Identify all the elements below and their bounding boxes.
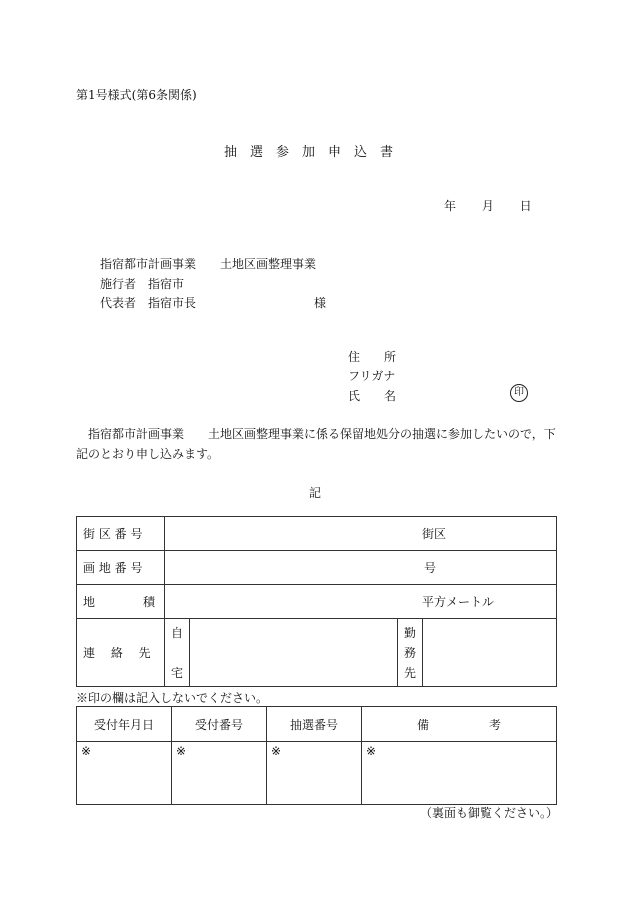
home-contact-field[interactable] <box>190 619 398 687</box>
block-number-field[interactable] <box>165 517 557 551</box>
area-unit: 平方メートル <box>421 595 494 609</box>
receipt-number-cell: ※ <box>172 742 267 805</box>
lottery-number-header: 抽選番号 <box>267 707 362 742</box>
lottery-number-cell: ※ <box>267 742 362 805</box>
back-side-note: （裏面も御覧ください。） <box>420 806 559 820</box>
table-row <box>77 551 557 585</box>
home-label: 自 宅 <box>165 619 190 687</box>
table-row <box>77 707 557 742</box>
application-details-table <box>76 516 557 687</box>
form-number: 第1号様式(第6条関係) <box>76 88 197 102</box>
work-contact-field[interactable] <box>423 619 557 687</box>
application-statement: 指宿都市計画事業 土地区画整理事業に係る保留地処分の抽選に参加したいので，下記のとおり申し込みます。 <box>76 427 556 461</box>
table-row <box>77 585 557 619</box>
addressee-line-3: 代表者 指宿市長 <box>100 296 197 310</box>
work-label: 勤 務 先 <box>398 619 423 687</box>
lot-number-field[interactable] <box>165 551 557 585</box>
table-row <box>77 619 557 687</box>
office-use-table <box>76 706 557 805</box>
date-line: 年 月 日 <box>444 199 532 213</box>
block-number-label: 街 区 番 号 <box>77 517 165 551</box>
office-use-note: ※印の欄は記入しないでください。 <box>76 691 269 705</box>
block-unit: 街区 <box>421 527 446 541</box>
seal-mark: 印 <box>510 384 528 402</box>
applicant-address-label: 住 所 <box>348 350 397 364</box>
table-row <box>77 517 557 551</box>
receipt-date-cell: ※ <box>77 742 172 805</box>
addressee-line-1: 指宿都市計画事業 土地区画整理事業 <box>100 257 317 271</box>
receipt-number-header: 受付番号 <box>172 707 267 742</box>
applicant-furigana-label: フリガナ <box>348 369 396 383</box>
applicant-name-label: 氏 名 <box>348 389 397 403</box>
remarks-header: 備 考 <box>362 707 557 742</box>
area-field[interactable] <box>165 585 557 619</box>
contact-label: 連 絡 先 <box>77 619 165 687</box>
addressee-line-2: 施行者 指宿市 <box>100 277 185 291</box>
ki-heading: 記 <box>308 486 321 500</box>
receipt-date-header: 受付年月日 <box>77 707 172 742</box>
remarks-cell: ※ <box>362 742 557 805</box>
lot-unit: 号 <box>423 561 436 575</box>
table-row <box>77 742 557 805</box>
honorific: 様 <box>314 296 327 310</box>
document-title: 抽選参加申込書 <box>223 145 406 160</box>
lot-number-label: 画 地 番 号 <box>77 551 165 585</box>
area-label: 地 積 <box>77 585 165 619</box>
